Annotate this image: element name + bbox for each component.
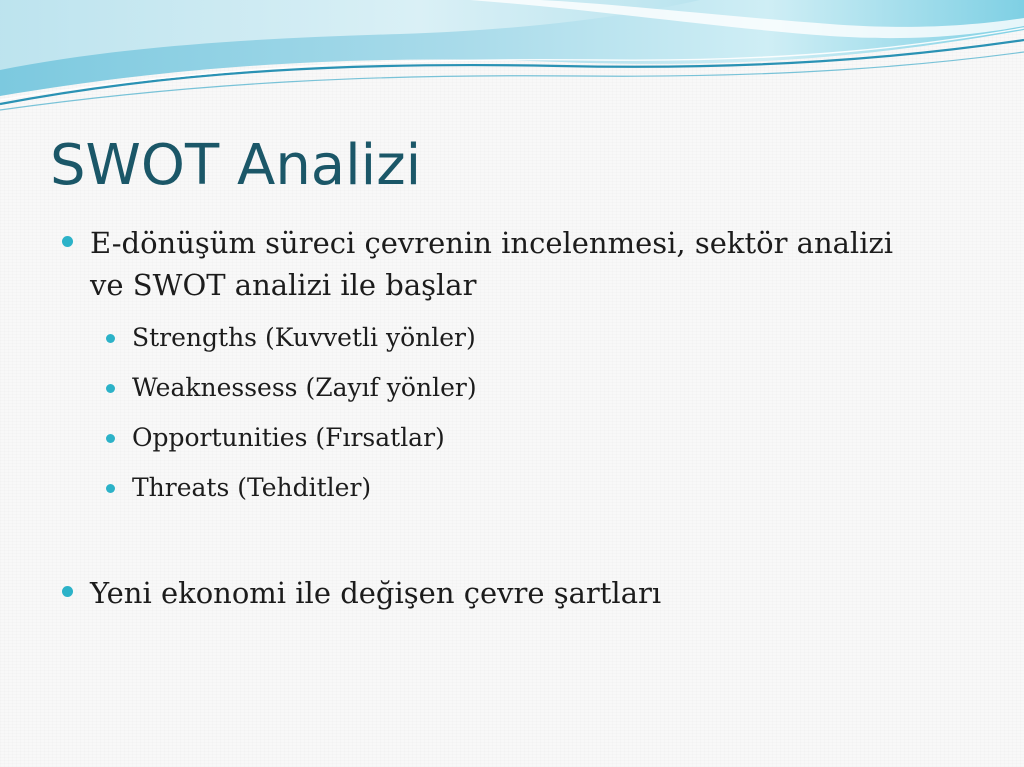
sub-bullet-text: Threats (Tehditler) [132,473,372,502]
sub-bullet-item [106,420,806,456]
bullet-text-line: E-dönüşüm süreci çevrenin incelenmesi, sektör analizi [90,226,894,260]
sub-bullet-text: Opportunities (Fırsatlar) [132,423,445,452]
bullet-item [62,572,962,614]
header-wave-decoration [0,0,1024,120]
sub-bullet-item [106,470,806,506]
sub-bullet-text: Weaknessess (Zayıf yönler) [132,373,477,402]
sub-bullet-dot-icon [106,434,115,443]
bullet-dot-icon [62,586,73,597]
slide-title: SWOT Analizi [50,133,422,198]
sub-bullet-text: Strengths (Kuvvetli yönler) [132,323,476,352]
sub-bullet-item [106,320,806,356]
bullet-text [90,572,970,614]
sub-bullet-dot-icon [106,334,115,343]
sub-bullet-dot-icon [106,384,115,393]
bullet-dot-icon [62,236,73,247]
sub-bullet-dot-icon [106,484,115,493]
bullet-text-line: ve SWOT analizi ile başlar [90,268,477,302]
bullet-item [62,222,962,312]
sub-bullet-item [106,370,806,406]
bullet-text-line: Yeni ekonomi ile değişen çevre şartları [90,576,662,610]
bullet-text [90,222,970,306]
